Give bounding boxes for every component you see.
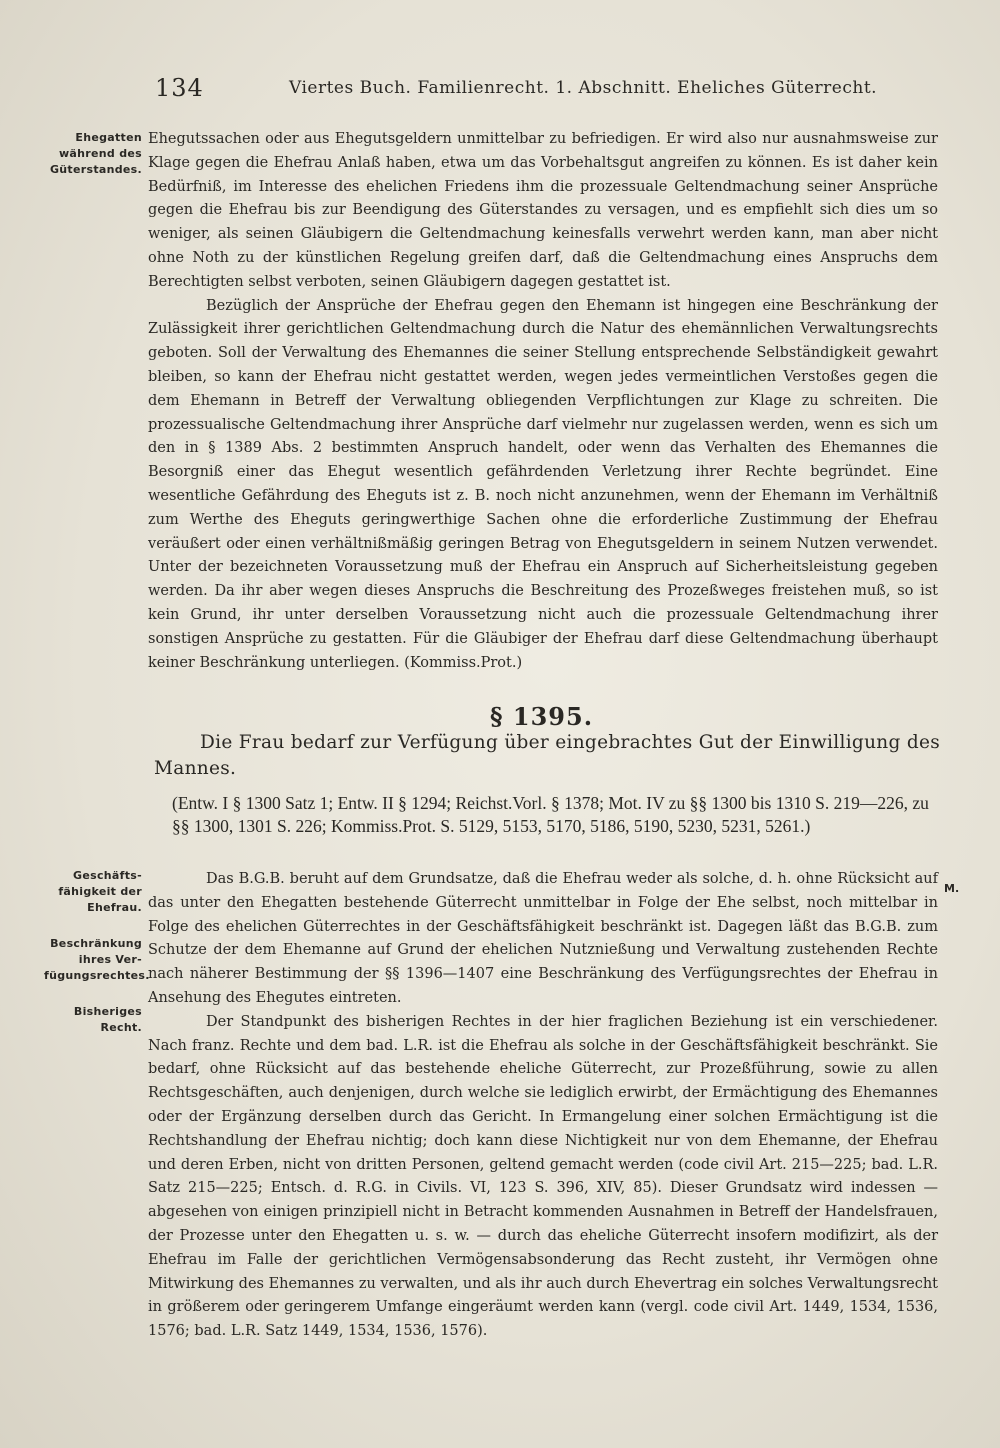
margin-note-ehegatten: Ehegatten während des Güterstandes. bbox=[49, 131, 142, 176]
section-number: § 1395. bbox=[490, 702, 594, 731]
page-number: 134 bbox=[155, 74, 204, 102]
statute-line: Mannes. bbox=[154, 758, 237, 779]
source-citation: (Entw. I § 1300 Satz 1; Entw. II § 1294; Reichst.Vorl. § 1378; Mot. IV zu §§ 1300 bis 1310 S. 219—226, zu §§ 1300, 1301 S. 226; Kommiss.Prot. S. 5129, 5153, 5170, 5186, 5190, 5230, 5231, 5261.) bbox=[172, 793, 929, 836]
margin-note-bisheriges-recht: Bisheriges Recht. bbox=[73, 1005, 142, 1034]
paragraph: Bezüglich der Ansprüche der Ehefrau gegen den Ehemann ist hingegen eine Beschränkung der Zulässigkeit ihrer gerichtlichen Geltendmachung durch die Natur des ehemännlichen Verwaltungsrechts geboten. Soll der Verwaltung des Ehemannes die seiner Stellung entsprechende Selbständigkeit gewahrt bleiben, so kann der Ehefrau nicht gestattet werden, wegen jedes vermeintlichen Verstoßes gegen die dem Ehemann in Betreff der Verwaltung obliegenden Verpflichtungen zur Klage zu schreiten. Die prozessualische Geltendmachung ihrer Ansprüche darf vielmehr nur zugelassen werden, wenn es sich um den in § 1389 Abs. 2 bestimmten Anspruch handelt, oder wenn das Verhalten des Ehemannes die Besorgniß einer das Ehegut wesentlich gefährdenden Verletzung ihrer Rechte begründet. Eine wesentliche Gefährdung des Eheguts ist z. B. noch nicht anzunehmen, wenn der Ehemann im Verhältniß zum Werthe des Eheguts geringwerthige Sachen ohne die erforderliche Zustimmung der Ehefrau veräußert oder einen verhältnißmäßig geringen Betrag von Ehegutsgeldern in seinem Nutzen verwendet. Unter der bezeichneten Voraussetzung muß der Ehefrau ein Anspruch auf Sicherheitsleistung gegeben werden. Da ihr aber wegen dieses Anspruchs die Beschreitung des Prozeßweges freistehen muß, so ist kein Grund, ihr unter derselben Voraussetzung nicht auch die prozessuale Geltendmachung ihrer sonstigen Ansprüche zu gestatten. Für die Gläubiger der Ehefrau darf diese Geltendmachung überhaupt keiner Beschränkung unterliegen. (Kommiss.Prot.) bbox=[148, 297, 938, 671]
margin-note-geschaeftsfaehigkeit: Geschäfts- fähigkeit der Ehefrau. bbox=[58, 869, 142, 914]
paragraph: Ehegutssachen oder aus Ehegutsgeldern unmittelbar zu befriedigen. Er wird also nur ausnahmsweise zur Klage gegen die Ehefrau Anlaß haben, etwa um das Vorbehaltsgut angreifen zu können. Es ist daher kein Bedürfniß, im Interesse des ehelichen Friedens ihm die prozessuale Geltendmachung seiner Ansprüche gegen die Ehefrau bis zur Beendigung des Güterstandes zu versagen, und es empfiehlt sich dies um so weniger, als seinen Gläubigern die Geltendmachung keinesfalls verwehrt werden kann, man aber nicht ohne Noth zu der künstlichen Regelung greifen darf, daß die Geltendmachung eines Anspruchs dem Berechtigten selbst verboten, seinen Gläubigern dagegen gestattet ist. bbox=[148, 131, 938, 290]
paragraph: Der Standpunkt des bisherigen Rechtes in der hier fraglichen Beziehung ist ein verschiedener. Nach franz. Rechte und dem bad. L.R. ist die Ehefrau als solche in der Geschäftsfähigkeit beschränkt. Sie bedarf, ohne Rücksicht auf das bestehende eheliche Güterrecht, zur Prozeßführung, sowie zu allen Rechtsgeschäften, auch denjenigen, durch welche sie lediglich erwirbt, der Ermächtigung des Ehemannes oder der Ergänzung derselben durch das Gericht. In Ermangelung einer solchen Ermächtigung ist die Rechtshandlung der Ehefrau nichtig; doch kann diese Nichtigkeit nur von dem Ehemanne, der Ehefrau und deren Erben, nicht von dritten Personen, geltend gemacht werden (code civil Art. 215—225; bad. L.R. Satz 215—225; Entsch. d. R.G. in Civils. VI, 123 S. 396, XIV, 85). Dieser Grundsatz wird indessen — abgesehen von einigen prinzipiell nicht in Betracht kommenden Ausnahmen in Betreff der Handelsfrauen, der Prozesse unter den Ehegatten u. s. w. — durch das eheliche Güterrecht insofern modifizirt, als der Ehefrau im Falle der gerichtlichen Vermögensabsonderung das Recht zusteht, ihr Vermögen ohne Mitwirkung des Ehemannes zu verwalten, und als ihr auch durch Ehevertrag ein solches Verwaltungsrecht in größerem oder geringerem Umfange eingeräumt werden kann (vergl. code civil Art. 1449, 1534, 1536, 1576; bad. L.R. Satz 1449, 1534, 1536, 1576). bbox=[148, 1013, 938, 1340]
margin-note-beschraenkung: Beschränkung ihres Ver- fügungsrechtes. bbox=[44, 937, 150, 982]
statute-line: Die Frau bedarf zur Verfügung über eingebrachtes Gut der Einwilligung des bbox=[200, 732, 941, 753]
running-head: Viertes Buch. Familienrecht. 1. Abschnitt. Eheliches Güterrecht. bbox=[289, 78, 878, 98]
section-statute-text bbox=[154, 730, 941, 782]
margin-marker-m: M. bbox=[944, 882, 960, 895]
commentary-block-2 bbox=[148, 868, 938, 1344]
paragraph: Das B.G.B. beruht auf dem Grundsatze, daß die Ehefrau weder als solche, d. h. ohne Rücksicht auf das unter den Ehegatten bestehende Güterrecht unmittelbar in Folge der Ehe selbst, noch mittelbar in Folge des ehelichen Güterrechtes in der Geschäftsfähigkeit beschränkt ist. Dagegen läßt das B.G.B. zum Schutze der dem Ehemanne auf Grund der ehelichen Nutznießung und Verwaltung zustehenden Rechte nach näherer Bestimmung der §§ 1396—1407 eine Beschränkung des Verfügungsrechtes der Ehefrau in Ansehung des Ehegutes eintreten. bbox=[148, 871, 938, 1006]
commentary-block-1 bbox=[148, 128, 938, 675]
page-header bbox=[155, 74, 935, 108]
